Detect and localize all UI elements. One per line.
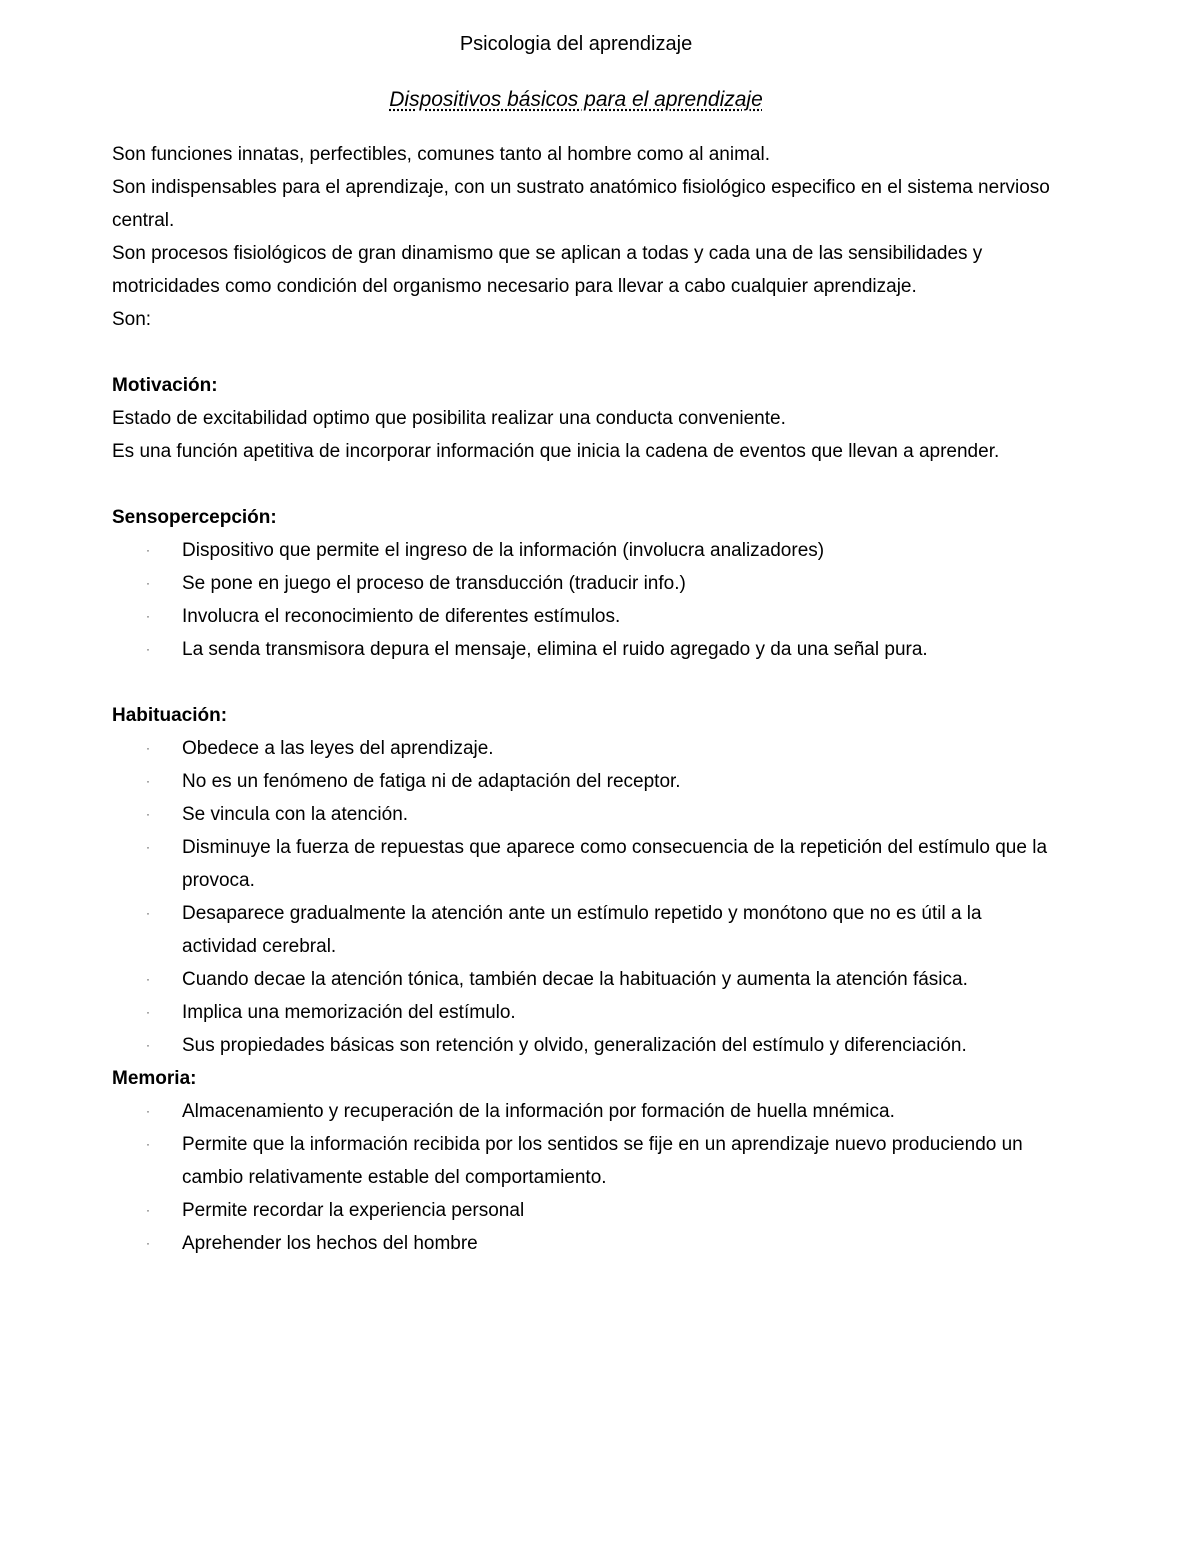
list-item [112, 600, 1052, 633]
motivacion-paragraph: Estado de excitabilidad optimo que posibilita realizar una conducta conveniente. [112, 408, 786, 429]
section-spacer [112, 468, 1052, 501]
list-item [112, 765, 1052, 798]
bullet-icon: · [146, 807, 150, 821]
list-item [112, 963, 1052, 996]
list-item-text: Dispositivo que permite el ingreso de la información (involucra analizadores) [182, 540, 825, 561]
motivacion-paragraph: Es una función apetitiva de incorporar información que inicia la cadena de eventos que llevan a aprender. [112, 441, 1000, 462]
bullet-icon: · [146, 1236, 150, 1250]
list-item [112, 798, 1052, 831]
sensopercepcion-list [112, 534, 1052, 666]
list-item-text: Cuando decae la atención tónica, también decae la habituación y aumenta la atención fásica. [182, 969, 968, 990]
list-item-text: Desaparece gradualmente la atención ante un estímulo repetido y monótono que no es útil a la actividad cerebral. [182, 903, 982, 957]
list-item-text: La senda transmisora depura el mensaje, elimina el ruido agregado y da una señal pura. [182, 639, 928, 660]
list-item-text: Disminuye la fuerza de repuestas que aparece como consecuencia de la repetición del estímulo que la provoca. [182, 837, 1048, 891]
list-item [112, 1128, 1052, 1194]
intro-paragraph: Son procesos fisiológicos de gran dinamismo que se aplican a todas y cada una de las sensibilidades y motricidades como condición del organismo necesario para llevar a cabo cualquier aprendizaje. [112, 243, 983, 297]
bullet-icon: · [146, 1005, 150, 1019]
section-heading-sensopercepcion: Sensopercepción: [112, 507, 277, 528]
bullet-icon: · [146, 1137, 150, 1151]
bullet-icon: · [146, 543, 150, 557]
bullet-icon: · [146, 609, 150, 623]
bullet-icon: · [146, 840, 150, 854]
bullet-icon: · [146, 741, 150, 755]
bullet-icon: · [146, 906, 150, 920]
list-item [112, 732, 1052, 765]
bullet-icon: · [146, 972, 150, 986]
document-subtitle: Dispositivos básicos para el aprendizaje [389, 88, 763, 111]
bullet-icon: · [146, 1203, 150, 1217]
list-item-text: Aprehender los hechos del hombre [182, 1233, 478, 1254]
list-item [112, 1095, 1052, 1128]
intro-paragraph: Son: [112, 309, 152, 330]
bullet-icon: · [146, 1104, 150, 1118]
list-item [112, 1029, 1052, 1062]
bullet-icon: · [146, 576, 150, 590]
bullet-icon: · [146, 774, 150, 788]
section-spacer [112, 666, 1052, 699]
list-item-text: Se vincula con la atención. [182, 804, 409, 825]
memoria-list [112, 1095, 1052, 1260]
section-heading-motivacion: Motivación: [112, 375, 218, 396]
intro-paragraph: Son funciones innatas, perfectibles, comunes tanto al hombre como al animal. [112, 144, 770, 165]
section-heading-habituacion: Habituación: [112, 705, 228, 726]
document-body [112, 138, 1052, 1260]
section-spacer [112, 336, 1052, 369]
list-item-text: Permite que la información recibida por los sentidos se fije en un aprendizaje nuevo produciendo un cambio relativamente estable del comportamiento. [182, 1134, 1023, 1188]
list-item-text: No es un fenómeno de fatiga ni de adaptación del receptor. [182, 771, 681, 792]
list-item [112, 567, 1052, 600]
list-item [112, 897, 1052, 963]
list-item [112, 831, 1052, 897]
list-item [112, 1227, 1052, 1260]
list-item [112, 534, 1052, 567]
list-item-text: Implica una memorización del estímulo. [182, 1002, 516, 1023]
list-item-text: Obedece a las leyes del aprendizaje. [182, 738, 494, 759]
list-item-text: Almacenamiento y recuperación de la información por formación de huella mnémica. [182, 1101, 895, 1122]
bullet-icon: · [146, 1038, 150, 1052]
intro-paragraph: Son indispensables para el aprendizaje, con un sustrato anatómico fisiológico especifico en el sistema nervioso central. [112, 177, 1050, 231]
list-item-text: Permite recordar la experiencia personal [182, 1200, 525, 1221]
list-item [112, 633, 1052, 666]
document-title: Psicologia del aprendizaje [459, 33, 693, 55]
habituacion-list [112, 732, 1052, 1062]
list-item-text: Involucra el reconocimiento de diferentes estímulos. [182, 606, 621, 627]
list-item-text: Se pone en juego el proceso de transducción (traducir info.) [182, 573, 686, 594]
list-item-text: Sus propiedades básicas son retención y olvido, generalización del estímulo y diferenciación. [182, 1035, 967, 1056]
list-item [112, 996, 1052, 1029]
list-item [112, 1194, 1052, 1227]
bullet-icon: · [146, 642, 150, 656]
section-heading-memoria: Memoria: [112, 1068, 197, 1089]
